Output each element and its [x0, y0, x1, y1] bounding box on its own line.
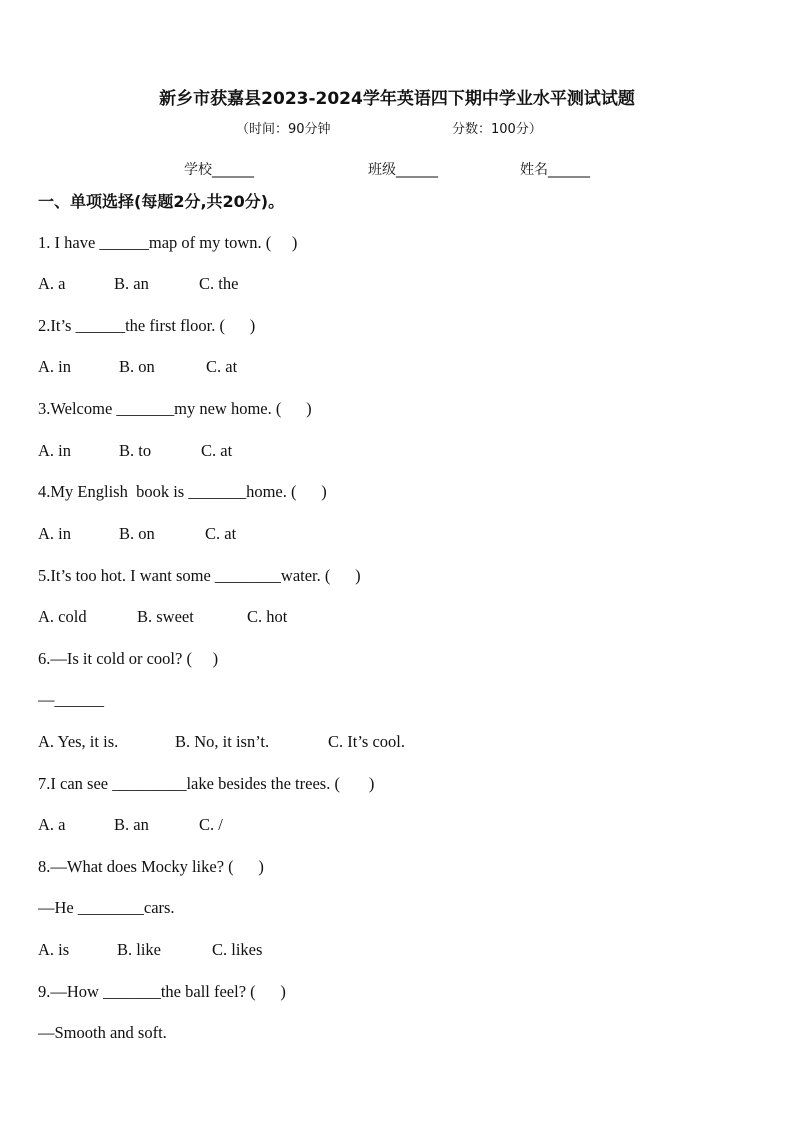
page-title: 新乡市获嘉县2023-2024学年英语四下期中学业水平测试试题: [159, 89, 635, 109]
answer-line: —He ________cars.: [38, 898, 175, 917]
option-c: C. likes: [212, 940, 263, 959]
option-a: A. is: [38, 940, 70, 959]
question-stem: 2.It’s ______the first floor. ( ): [38, 316, 256, 335]
question-stem: 8.—What does Mocky like? ( ): [38, 857, 264, 876]
school-field: 学校______: [184, 162, 254, 178]
option-a: A. in: [38, 441, 71, 460]
option-b: B. on: [119, 524, 155, 543]
option-a: A. Yes, it is.: [38, 732, 119, 751]
option-c: C. hot: [247, 607, 288, 626]
answer-line: —Smooth and soft.: [38, 1023, 167, 1042]
option-b: B. an: [114, 815, 149, 834]
option-c: C. at: [205, 524, 237, 543]
question-stem: 1. I have ______map of my town. ( ): [38, 233, 298, 252]
option-b: B. to: [119, 441, 152, 460]
option-a: A. cold: [38, 607, 87, 626]
question-stem: 6.—Is it cold or cool? ( ): [38, 649, 219, 668]
option-b: B. No, it isn’t.: [175, 732, 270, 751]
section-title: 一、单项选择(每题2分,共20分)。: [38, 192, 285, 211]
option-c: C. /: [199, 815, 223, 834]
option-b: B. like: [117, 940, 161, 959]
option-a: A. in: [38, 524, 71, 543]
option-b: B. on: [119, 357, 155, 376]
total-score: 分数：100分）: [452, 122, 542, 137]
option-c: C. the: [199, 274, 239, 293]
time-limit: （时间：90分钟: [236, 122, 331, 137]
option-b: B. an: [114, 274, 149, 293]
question-stem: 3.Welcome _______my new home. ( ): [38, 399, 312, 418]
question-stem: 4.My English book is _______home. ( ): [38, 482, 327, 501]
name-field: 姓名______: [520, 162, 590, 178]
question-stem: 9.—How _______the ball feel? ( ): [38, 982, 286, 1001]
option-a: A. a: [38, 815, 66, 834]
class-field: 班级______: [368, 162, 438, 178]
question-stem: 7.I can see _________lake besides the trees. ( ): [38, 774, 375, 793]
answer-line: —______: [38, 690, 104, 709]
option-a: A. a: [38, 274, 66, 293]
option-a: A. in: [38, 357, 71, 376]
option-c: C. at: [201, 441, 233, 460]
option-b: B. sweet: [137, 607, 194, 626]
option-c: C. at: [206, 357, 238, 376]
option-c: C. It’s cool.: [328, 732, 405, 751]
question-stem: 5.It’s too hot. I want some ________water. ( ): [38, 566, 361, 585]
